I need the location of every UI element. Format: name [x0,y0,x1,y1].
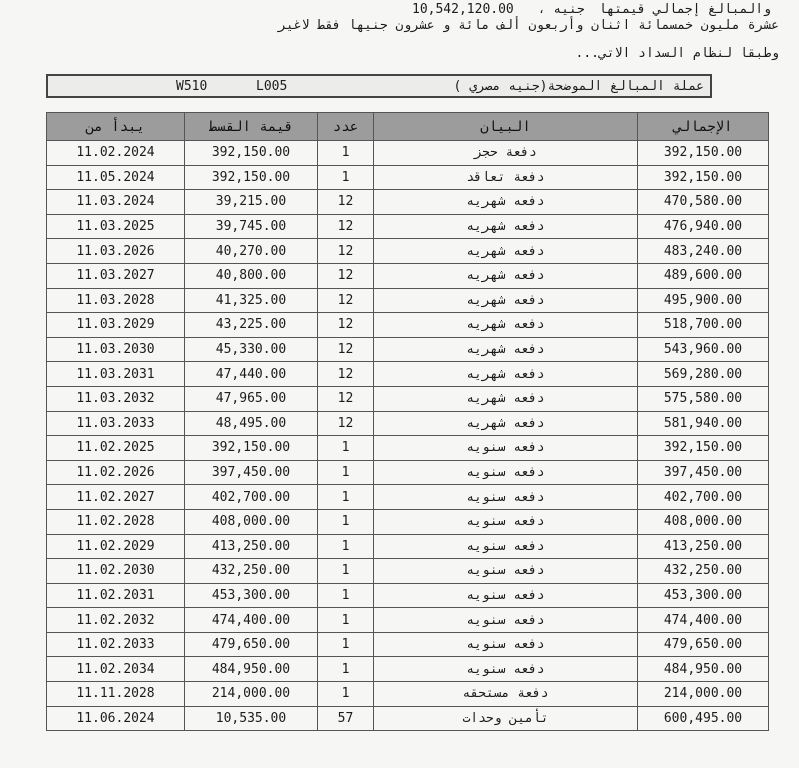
count-cell: 1 [318,436,374,461]
description-cell: دفعه سنويه [374,632,638,657]
table-row [47,559,769,584]
currency-bar [46,74,712,98]
installment-cell: 43,225.00 [185,313,318,338]
header-total: الإجمالي [638,113,769,141]
description-cell: دفعه سنويه [374,534,638,559]
installment-cell: 39,745.00 [185,214,318,239]
total-cell: 432,250.00 [638,559,769,584]
start-date-cell: 11.03.2032 [47,386,185,411]
description-cell: دفعه شهريه [374,337,638,362]
start-date-cell: 11.03.2033 [47,411,185,436]
total-cell: 453,300.00 [638,583,769,608]
count-cell: 57 [318,706,374,731]
total-cell: 470,580.00 [638,190,769,215]
table-row [47,362,769,387]
table-row [47,509,769,534]
description-cell: دفعه سنويه [374,657,638,682]
description-cell: دفعه سنويه [374,436,638,461]
installment-cell: 39,215.00 [185,190,318,215]
table-row [47,534,769,559]
description-cell: دفعه شهريه [374,313,638,338]
installment-cell: 432,250.00 [185,559,318,584]
total-cell: 397,450.00 [638,460,769,485]
description-cell: دفعة مستحقه [374,682,638,707]
description-cell: دفعه شهريه [374,362,638,387]
description-cell: دفعة حجز [374,141,638,166]
installment-cell: 10,535.00 [185,706,318,731]
total-cell: 476,940.00 [638,214,769,239]
start-date-cell: 11.03.2024 [47,190,185,215]
header-count: عدد [318,113,374,141]
start-date-cell: 11.02.2032 [47,608,185,633]
description-cell: دفعه شهريه [374,190,638,215]
description-cell: دفعه سنويه [374,460,638,485]
table-row [47,263,769,288]
table-row [47,706,769,731]
start-date-cell: 11.03.2028 [47,288,185,313]
installment-cell: 214,000.00 [185,682,318,707]
start-date-cell: 11.02.2026 [47,460,185,485]
description-cell: دفعه سنويه [374,485,638,510]
count-cell: 1 [318,583,374,608]
installment-cell: 479,650.00 [185,632,318,657]
amount-in-words: عشرة مليون خمسمائة اثنان وأربعون ألف مائة و عشرون جنيها فقط لاغير [278,18,779,33]
installment-cell: 45,330.00 [185,337,318,362]
start-date-cell: 11.02.2031 [47,583,185,608]
header-description: البيان [374,113,638,141]
count-cell: 12 [318,288,374,313]
installment-cell: 47,965.00 [185,386,318,411]
table-row [47,460,769,485]
description-cell: دفعه شهريه [374,288,638,313]
start-date-cell: 11.03.2026 [47,239,185,264]
table-row [47,485,769,510]
count-cell: 1 [318,559,374,584]
start-date-cell: 11.11.2028 [47,682,185,707]
count-cell: 1 [318,509,374,534]
table-row [47,411,769,436]
start-date-cell: 11.06.2024 [47,706,185,731]
total-cell: 489,600.00 [638,263,769,288]
description-cell: دفعة تعاقد [374,165,638,190]
count-cell: 1 [318,657,374,682]
count-cell: 12 [318,386,374,411]
table-row [47,239,769,264]
start-date-cell: 11.02.2024 [47,141,185,166]
start-date-cell: 11.02.2025 [47,436,185,461]
total-cell: 518,700.00 [638,313,769,338]
description-cell: دفعه سنويه [374,509,638,534]
total-cell: 402,700.00 [638,485,769,510]
installment-cell: 41,325.00 [185,288,318,313]
count-cell: 12 [318,411,374,436]
count-cell: 12 [318,313,374,338]
header-installment: قيمة القسط [185,113,318,141]
start-date-cell: 11.02.2027 [47,485,185,510]
installment-cell: 453,300.00 [185,583,318,608]
table-row [47,141,769,166]
installment-cell: 397,450.00 [185,460,318,485]
count-cell: 1 [318,632,374,657]
start-date-cell: 11.03.2027 [47,263,185,288]
table-row [47,386,769,411]
total-cell: 214,000.00 [638,682,769,707]
count-cell: 1 [318,165,374,190]
count-cell: 1 [318,682,374,707]
count-cell: 12 [318,239,374,264]
installment-cell: 474,400.00 [185,608,318,633]
table-row [47,313,769,338]
count-cell: 12 [318,214,374,239]
start-date-cell: 11.02.2033 [47,632,185,657]
start-date-cell: 11.05.2024 [47,165,185,190]
installment-cell: 392,150.00 [185,436,318,461]
description-cell: دفعه سنويه [374,608,638,633]
code-l005: L005 [256,79,288,94]
installment-cell: 402,700.00 [185,485,318,510]
start-date-cell: 11.02.2028 [47,509,185,534]
table-row [47,583,769,608]
total-cell: 575,580.00 [638,386,769,411]
installment-cell: 392,150.00 [185,165,318,190]
total-cell: 495,900.00 [638,288,769,313]
count-cell: 1 [318,460,374,485]
amount-currency: جنيه ، [537,2,585,17]
start-date-cell: 11.03.2029 [47,313,185,338]
code-w510: W510 [176,79,208,94]
summary-line-amount [412,2,771,17]
table-row [47,190,769,215]
table-body [47,141,769,731]
table-row [47,682,769,707]
total-cell: 392,150.00 [638,141,769,166]
total-cell: 392,150.00 [638,165,769,190]
total-cell: 569,280.00 [638,362,769,387]
count-cell: 12 [318,263,374,288]
start-date-cell: 11.03.2025 [47,214,185,239]
description-cell: دفعه سنويه [374,583,638,608]
description-cell: دفعه شهريه [374,386,638,411]
table-row [47,657,769,682]
payment-system-intro: وطبقا لنظام السداد الاتي... [575,46,779,61]
payment-schedule-table [46,112,769,731]
table-header-row [47,113,769,141]
total-cell: 408,000.00 [638,509,769,534]
amount-label: والمبالغ إجمالي قيمتها [598,2,771,17]
table-row [47,608,769,633]
total-amount: 10,542,120.00 [412,2,514,17]
description-cell: دفعه شهريه [374,263,638,288]
count-cell: 1 [318,141,374,166]
installment-cell: 408,000.00 [185,509,318,534]
total-cell: 474,400.00 [638,608,769,633]
table-row [47,632,769,657]
table-row [47,436,769,461]
currency-label: عملة المبالغ الموضحة(جنيه مصري ) [453,79,704,94]
count-cell: 12 [318,337,374,362]
description-cell: دفعه شهريه [374,239,638,264]
table-row [47,337,769,362]
header-start-date: يبدأ من [47,113,185,141]
total-cell: 479,650.00 [638,632,769,657]
total-cell: 581,940.00 [638,411,769,436]
description-cell: دفعه شهريه [374,214,638,239]
count-cell: 12 [318,190,374,215]
count-cell: 12 [318,362,374,387]
total-cell: 392,150.00 [638,436,769,461]
count-cell: 1 [318,534,374,559]
start-date-cell: 11.03.2031 [47,362,185,387]
table-row [47,288,769,313]
total-cell: 413,250.00 [638,534,769,559]
installment-cell: 47,440.00 [185,362,318,387]
table-row [47,214,769,239]
description-cell: تأمين وحدات [374,706,638,731]
start-date-cell: 11.02.2029 [47,534,185,559]
installment-cell: 484,950.00 [185,657,318,682]
installment-cell: 392,150.00 [185,141,318,166]
start-date-cell: 11.02.2034 [47,657,185,682]
total-cell: 484,950.00 [638,657,769,682]
table-row [47,165,769,190]
count-cell: 1 [318,485,374,510]
total-cell: 600,495.00 [638,706,769,731]
installment-cell: 40,270.00 [185,239,318,264]
installment-cell: 48,495.00 [185,411,318,436]
installment-cell: 40,800.00 [185,263,318,288]
total-cell: 543,960.00 [638,337,769,362]
start-date-cell: 11.02.2030 [47,559,185,584]
description-cell: دفعه سنويه [374,559,638,584]
installment-cell: 413,250.00 [185,534,318,559]
count-cell: 1 [318,608,374,633]
description-cell: دفعه شهريه [374,411,638,436]
total-cell: 483,240.00 [638,239,769,264]
start-date-cell: 11.03.2030 [47,337,185,362]
